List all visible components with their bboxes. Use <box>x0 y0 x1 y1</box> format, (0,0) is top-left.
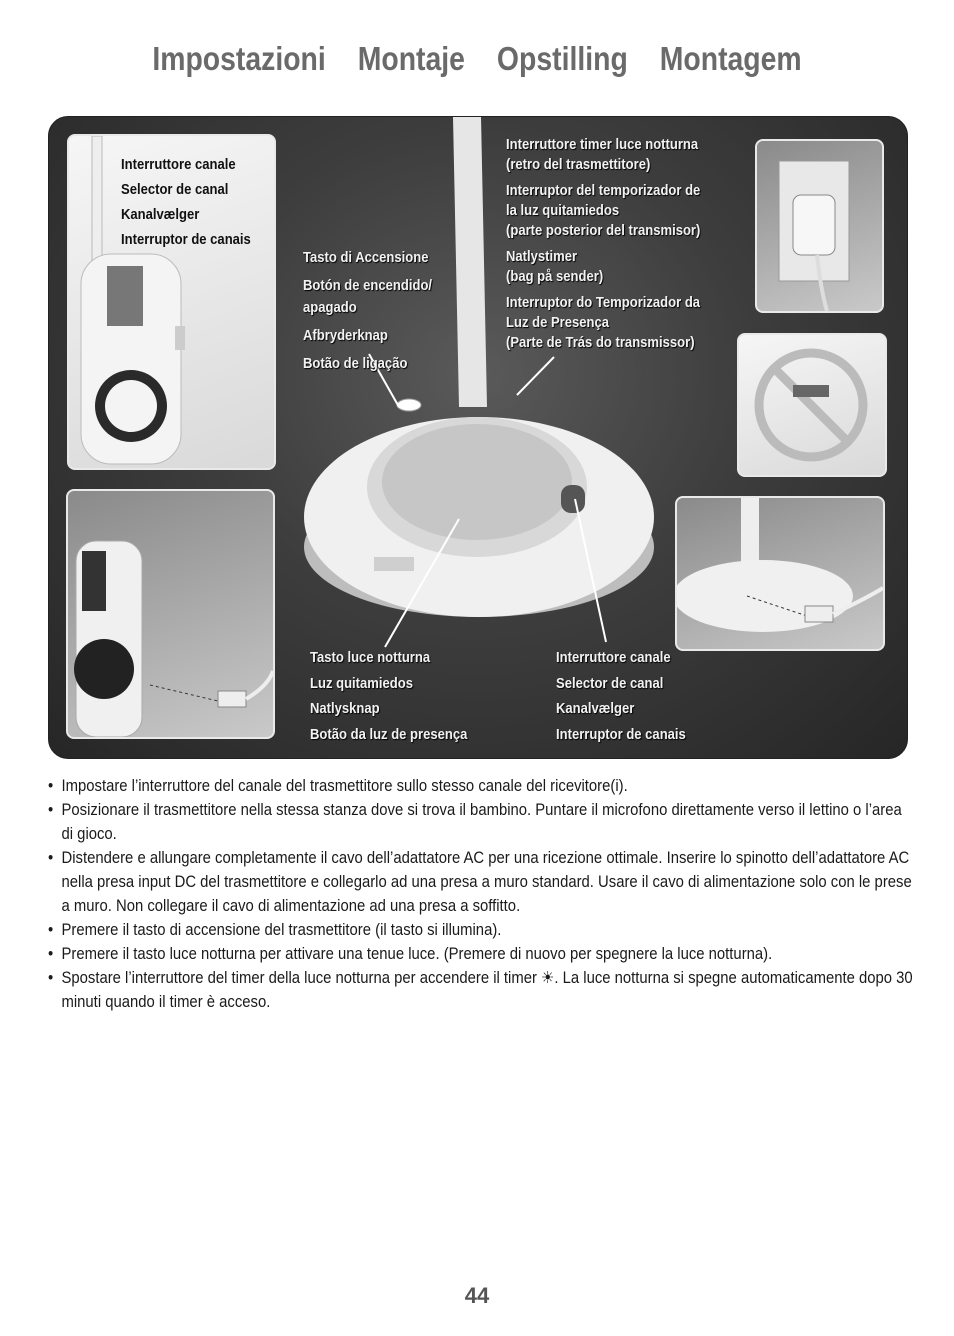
title-it: Impostazioni <box>152 40 326 77</box>
label-power-button: Tasto di Accensione Botón de encendido/ apagado Afbryderknap Botão de ligação <box>303 250 433 372</box>
inset-dc-jack <box>66 489 275 739</box>
brand-logo <box>374 557 414 571</box>
title-da: Opstilling <box>496 40 628 77</box>
pointer-timer <box>517 357 554 395</box>
list-item: • Distendere e allungare completamente il cavo dell’adattatore AC per una ricezione ottimale. Inserire lo spinotto dell’adattatore AC nella presa input DC del trasmettitore e collegarlo ad una presa a muro standard. Usare il cavo di alimentazione solo con le prese a muro. Non collegare il cavo di alimentazione ad una presa a soffitto. <box>48 846 917 918</box>
antenna-pole <box>453 117 487 407</box>
page-title <box>67 40 887 78</box>
list-item: • Premere il tasto di accensione del trasmettitore (il tasto si illumina). <box>48 918 917 942</box>
label-nightlight-button: Tasto luce notturna Luz quitamiedos Natlysknap Botão da luz de presença <box>310 650 468 743</box>
label-channel-bottom: Interruttore canale Selector de canal Kanalvælger Interruptor de canais <box>556 650 686 743</box>
label-timer-switch: Interruttore timer luce notturna (retro del trasmettitore) Interruptor del temporizador de la luz quitamiedos (parte posterior del transmisor) Natlystimer (bag på sender) Interruptor do Temporizador da Luz de Presença (Parte de Trás do transmissor) <box>506 137 701 351</box>
inset-wall-outlet <box>755 139 884 313</box>
inset-back-jack <box>675 496 885 651</box>
page-number: 44 <box>464 1283 490 1308</box>
list-item: • Posizionare il trasmettitore nella stessa stanza dove si trova il bambino. Puntare il microfono direttamente verso il lettino o l’area di gioco. <box>48 798 917 846</box>
nightlight-dome-inner <box>382 424 572 540</box>
title-pt: Montagem <box>659 40 802 77</box>
label-channel-side: Interruttore canale Selector de canal Kanalvælger Interruptor de canais <box>121 157 251 248</box>
product-illustration-panel <box>48 116 908 759</box>
channel-switch <box>561 485 585 513</box>
list-item: • Premere il tasto luce notturna per attivare una tenue luce. (Premere di nuovo per spegnere la luce notturna). <box>48 942 917 966</box>
instructions-list <box>48 774 913 1014</box>
list-item: • Impostare l’interruttore del canale del trasmettitore sullo stesso canale del ricevitore(i). <box>48 774 917 798</box>
list-item: • Spostare l’interruttore del timer della luce notturna per accendere il timer ☀. La luce notturna si spegne automaticamente dopo 30 minuti quando il timer è acceso. <box>48 966 917 1014</box>
title-es: Montaje <box>357 40 465 77</box>
inset-no-ceiling-outlet <box>737 333 887 477</box>
power-button <box>397 399 421 411</box>
